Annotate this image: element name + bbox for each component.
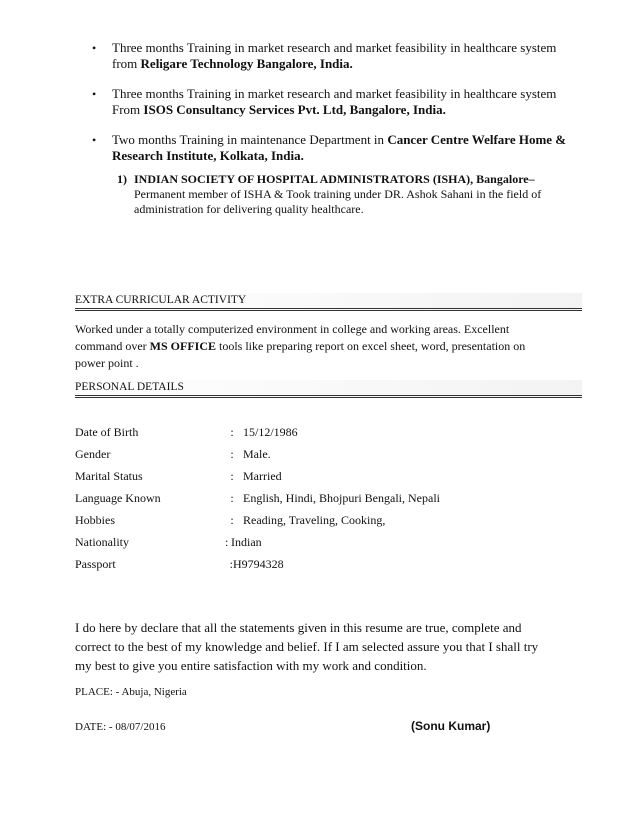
- extra-curricular-text: Worked under a totally computerized environment in college and working areas. Excellent command over MS OFFICE tools like preparing report on excel sheet, word, presentation on power point .: [75, 322, 526, 370]
- training-description: Two months Training in maintenance Department in: [112, 132, 388, 147]
- place-line: PLACE: - Abuja, Nigeria: [75, 686, 187, 698]
- bullet-icon: •: [92, 87, 97, 101]
- detail-label: Date of Birth: [75, 425, 139, 439]
- detail-value: 15/12/1986: [243, 425, 298, 439]
- date-line: DATE: - 08/07/2016: [75, 721, 166, 733]
- section-header-personal-details: PERSONAL DETAILS: [75, 380, 582, 398]
- detail-row-language: Language Known : English, Hindi, Bhojpuri Bengali, Nepali: [75, 490, 525, 512]
- detail-value: English, Hindi, Bhojpuri Bengali, Nepali: [243, 491, 440, 505]
- detail-value: Indian: [231, 535, 262, 549]
- training-description: Three months Training in market research and market feasibility in healthcare system from: [112, 40, 557, 71]
- training-description: Three months Training in market research and market feasibility in healthcare system From: [112, 86, 557, 117]
- detail-row-marital-status: Marital Status : Married: [75, 468, 525, 490]
- society-description: Permanent member of ISHA & Took training under DR. Ashok Sahani in the field of administration for delivering quality healthcare.: [134, 187, 542, 216]
- detail-value: Reading, Traveling, Cooking,: [243, 513, 386, 527]
- detail-value: Married: [243, 469, 282, 483]
- section-header-extra-curricular: EXTRA CURRICULAR ACTIVITY: [75, 293, 582, 311]
- training-organization: Religare Technology Bangalore, India.: [140, 56, 353, 71]
- training-list: [92, 40, 582, 178]
- declaration-text: I do here by declare that all the statements given in this resume are true, complete and correct to the best of my knowledge and belief. If I am selected assure you that I shall try my best to give you entire satisfaction with my work and condition.: [75, 620, 539, 673]
- detail-row-hobbies: Hobbies : Reading, Traveling, Cooking,: [75, 512, 525, 534]
- personal-details-table: [75, 424, 525, 578]
- society-title: INDIAN SOCIETY OF HOSPITAL ADMINISTRATORS (ISHA), Bangalore–: [134, 172, 535, 186]
- detail-label: Language Known: [75, 491, 161, 505]
- detail-row-dob: Date of Birth : 15/12/1986: [75, 424, 525, 446]
- detail-row-passport: Passport : H9794328: [75, 556, 525, 578]
- detail-label: Gender: [75, 447, 111, 461]
- detail-value: H9794328: [233, 557, 284, 571]
- society-membership: [117, 172, 547, 217]
- detail-label: Passport: [75, 557, 116, 571]
- bullet-icon: •: [92, 41, 97, 55]
- training-organization: Cancer Centre Welfare Home & Research Institute, Kolkata, India.: [112, 132, 567, 163]
- ms-office-highlight: MS OFFICE: [149, 339, 216, 353]
- bullet-icon: •: [92, 133, 97, 147]
- detail-value: Male.: [243, 447, 271, 461]
- detail-row-gender: Gender : Male.: [75, 446, 525, 468]
- signature-name: (Sonu Kumar): [411, 719, 491, 733]
- detail-label: Hobbies: [75, 513, 115, 527]
- list-number: 1): [117, 172, 127, 186]
- training-item: [92, 86, 582, 118]
- training-item: [92, 132, 582, 164]
- detail-label: Nationality: [75, 535, 129, 549]
- detail-label: Marital Status: [75, 469, 143, 483]
- detail-row-nationality: Nationality : Indian: [75, 534, 525, 556]
- training-organization: ISOS Consultancy Services Pvt. Ltd, Bangalore, India.: [143, 102, 446, 117]
- training-item: [92, 40, 582, 72]
